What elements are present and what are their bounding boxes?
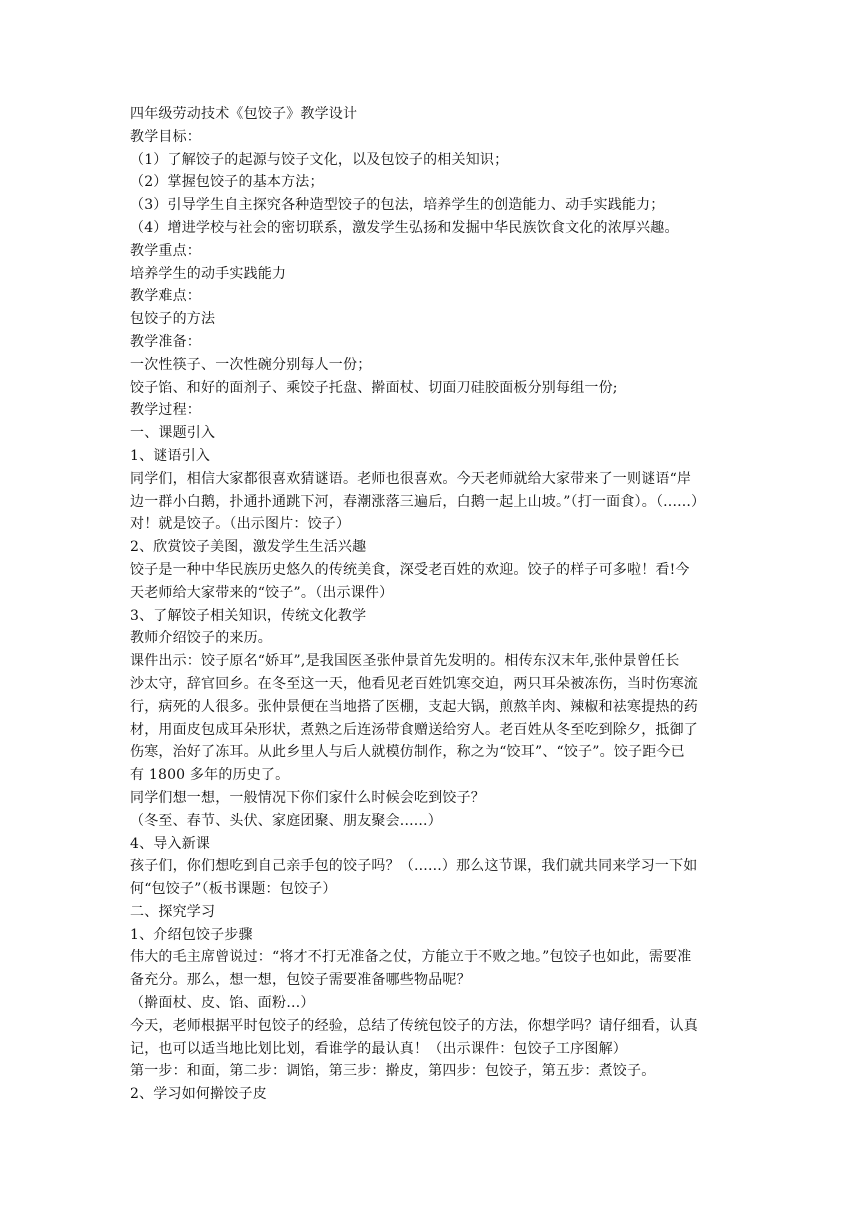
- text-line: 1、谜语引入: [130, 447, 211, 464]
- text-line: 2、学习如何擀饺子皮: [130, 1086, 267, 1103]
- text-line: 备充分。那么，想一想，包饺子需要准备哪些物品呢？: [130, 972, 471, 989]
- text-line: （冬至、春节、头伏、家庭团聚、朋友聚会......）: [130, 812, 442, 829]
- text-line: 今天，老师根据平时包饺子的经验，总结了传统包饺子的方法，你想学吗？请仔细看，认真: [130, 1017, 698, 1034]
- text-line: 有 1800 多年的历史了。: [130, 767, 290, 784]
- text-line: （2）掌握包饺子的基本方法；: [130, 174, 324, 191]
- text-line: 孩子们，你们想吃到自己亲手包的饺子吗？（......）那么这节课，我们就共同来学习一下如: [130, 858, 698, 875]
- text-line: 饺子是一种中华民族历史悠久的传统美食，深受老百姓的欢迎。饺子的样子可多啦！看!今: [130, 561, 690, 578]
- text-line: 2、欣赏饺子美图，激发学生生活兴趣: [130, 539, 367, 556]
- text-line: 教学准备：: [130, 333, 201, 350]
- text-line: 二、探究学习: [130, 903, 216, 920]
- text-line: 3、了解饺子相关知识，传统文化教学: [130, 607, 367, 624]
- text-line: 同学们想一想，一般情况下你们家什么时候会吃到饺子？: [130, 789, 485, 806]
- text-line: 教学重点：: [130, 242, 201, 259]
- text-line: 第一步：和面，第二步：调馅，第三步：擀皮，第四步：包饺子，第五步：煮饺子。: [130, 1063, 656, 1080]
- text-line: 同学们，相信大家都很喜欢猜谜语。老师也很喜欢。今天老师就给大家带来了一则谜语“岸: [130, 470, 692, 487]
- text-line: 记，也可以适当地比划比划，看谁学的最认真！（出示课件：包饺子工序图解）: [130, 1040, 627, 1057]
- text-line: 饺子馅、和好的面剂子、乘饺子托盘、擀面杖、切面刀硅胶面板分别每组一份;: [130, 379, 618, 396]
- text-line: 伤寒，治好了冻耳。从此乡里人与后人就模仿制作，称之为“饺耳”、“饺子”。饺子距今已: [130, 744, 685, 761]
- text-line: 包饺子的方法: [130, 311, 216, 328]
- text-line: 何“包饺子”（板书课题：包饺子）: [130, 881, 337, 898]
- text-line: 教学过程：: [130, 402, 201, 419]
- text-line: 1、介绍包饺子步骤: [130, 926, 253, 943]
- text-line: （1）了解饺子的起源与饺子文化，以及包饺子的相关知识；: [130, 151, 509, 168]
- text-line: 教学目标：: [130, 128, 201, 145]
- text-line: 沙太守，辞官回乡。在冬至这一天，他看见老百姓饥寒交迫，两只耳朵被冻伤，当时伤寒流: [130, 675, 698, 692]
- text-line: 行，病死的人很多。张仲景便在当地搭了医棚，支起大锅，煎熬羊肉、辣椒和祛寒提热的药: [130, 698, 698, 715]
- text-line: 对！就是饺子。（出示图片：饺子）: [130, 516, 351, 533]
- text-line: 4、导入新课: [130, 835, 211, 852]
- text-line: （4）增进学校与社会的密切联系，激发学生弘扬和发掘中华民族饮食文化的浓厚兴趣。: [130, 219, 679, 236]
- text-line: 材，用面皮包成耳朵形状，煮熟之后连汤带食赠送给穷人。老百姓从冬至吃到除夕，抵御了: [130, 721, 698, 738]
- text-line: 一次性筷子、一次性碗分别每人一份；: [130, 356, 372, 373]
- text-line: 边一群小白鹅，扑通扑通跳下河，春潮涨落三遍后，白鹅一起上山坡。”（打一面食）。（......）: [130, 493, 706, 510]
- text-line: 课件出示：饺子原名“娇耳”,是我国医圣张仲景首先发明的。相传东汉末年,张仲景曾任长: [130, 653, 680, 670]
- text-line: 一、课题引入: [130, 425, 216, 442]
- text-line: （3）引导学生自主探究各种造型饺子的包法，培养学生的创造能力、动手实践能力；: [130, 197, 665, 214]
- text-line: 天老师给大家带来的“饺子”。（出示课件）: [130, 584, 394, 601]
- document-title: 四年级劳动技术《包饺子》教学设计: [130, 106, 358, 122]
- text-line: 培养学生的动手实践能力: [130, 265, 287, 282]
- text-line: （擀面杖、皮、馅、面粉…）: [130, 995, 315, 1012]
- text-line: 教学难点：: [130, 288, 201, 305]
- text-line: 教师介绍饺子的来历。: [130, 630, 272, 647]
- text-line: 伟大的毛主席曾说过：“将才不打无准备之仗，方能立于不败之地。”包饺子也如此，需要准: [130, 949, 692, 966]
- document-body: [130, 126, 732, 1106]
